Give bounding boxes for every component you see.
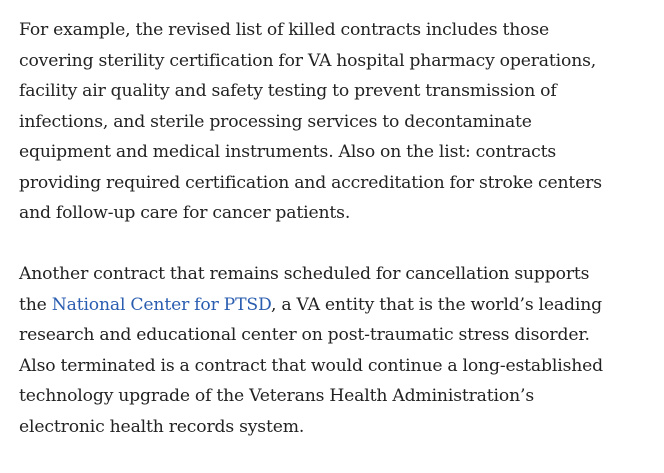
paragraph-ptsd-center bbox=[19, 259, 664, 442]
text-line: facility air quality and safety testing to prevent transmission of bbox=[19, 81, 557, 101]
text-line: Another contract that remains scheduled for cancellation supports bbox=[19, 264, 590, 284]
text-line: technology upgrade of the Veterans Health Administration’s bbox=[19, 386, 534, 406]
article-body bbox=[19, 15, 664, 473]
text-fragment: , a VA entity that is the world’s leading bbox=[271, 294, 602, 315]
text-line: and follow-up care for cancer patients. bbox=[19, 203, 351, 223]
text-fragment: the bbox=[19, 294, 52, 315]
national-center-for-ptsd-link[interactable]: National Center for PTSD bbox=[51, 294, 272, 315]
paragraph-contracts-list bbox=[19, 15, 664, 229]
text-line: Also terminated is a contract that would continue a long-established bbox=[19, 355, 604, 376]
text-line: For example, the revised list of killed contracts includes those bbox=[19, 20, 550, 40]
text-line: electronic health records system. bbox=[19, 416, 305, 437]
text-line: equipment and medical instruments. Also on the list: contracts bbox=[19, 142, 557, 162]
text-line: covering sterility certification for VA hospital pharmacy operations, bbox=[19, 50, 597, 71]
text-line: infections, and sterile processing services to decontaminate bbox=[19, 111, 532, 132]
text-line: research and educational center on post-traumatic stress disorder. bbox=[19, 325, 590, 345]
text-line-with-link bbox=[19, 290, 664, 321]
text-line: providing required certification and accreditation for stroke centers bbox=[19, 172, 602, 193]
